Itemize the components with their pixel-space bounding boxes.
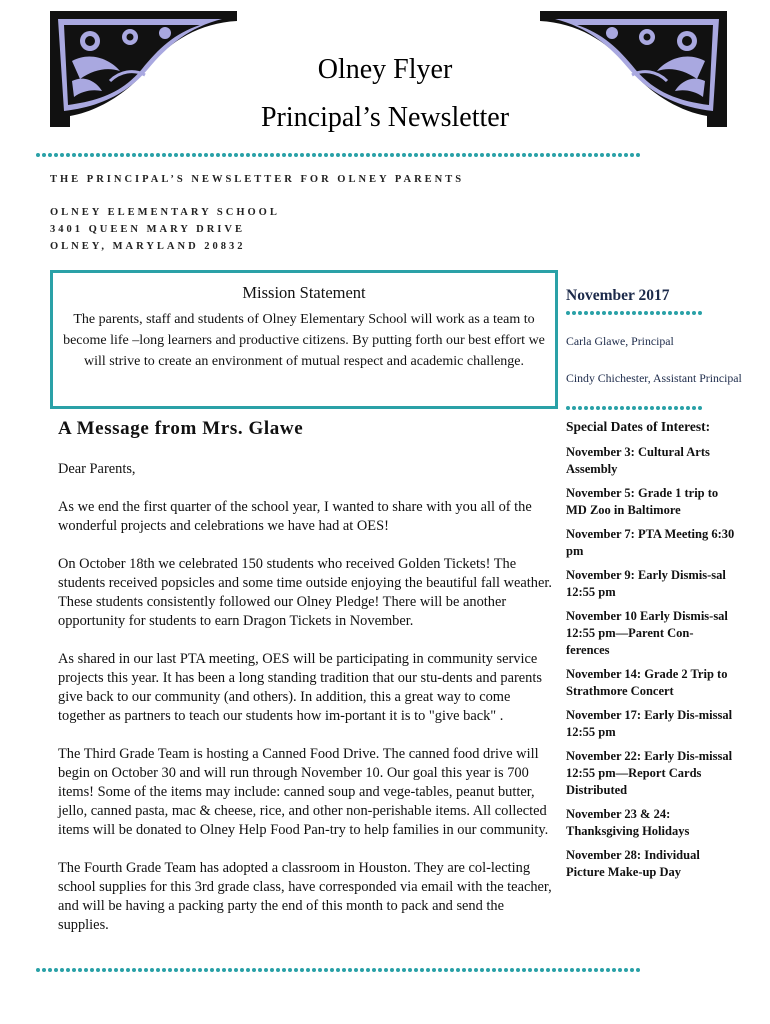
divider-dot xyxy=(618,153,622,157)
divider-dot xyxy=(48,153,52,157)
divider-dot xyxy=(444,153,448,157)
divider-dot xyxy=(270,968,274,972)
divider-dot xyxy=(66,153,70,157)
divider-dot xyxy=(600,968,604,972)
divider-dot xyxy=(54,968,58,972)
divider-dot xyxy=(590,406,594,410)
divider-dot xyxy=(282,153,286,157)
divider-dot xyxy=(632,311,636,315)
divider-dot xyxy=(608,406,612,410)
divider-dot xyxy=(396,968,400,972)
divider-dot xyxy=(630,968,634,972)
divider-dot xyxy=(228,153,232,157)
divider-dot xyxy=(686,406,690,410)
divider-dot xyxy=(602,406,606,410)
divider-dot xyxy=(72,153,76,157)
divider-dot xyxy=(222,968,226,972)
divider-dot xyxy=(618,968,622,972)
divider-dot xyxy=(420,968,424,972)
divider-dot xyxy=(572,311,576,315)
divider-dot xyxy=(462,968,466,972)
divider-dot xyxy=(252,153,256,157)
divider-dot xyxy=(276,153,280,157)
divider-dot xyxy=(504,968,508,972)
divider-dot xyxy=(264,153,268,157)
divider-dot xyxy=(132,968,136,972)
divider-dot xyxy=(138,968,142,972)
divider-dot xyxy=(258,968,262,972)
divider-dot xyxy=(588,968,592,972)
divider-dot xyxy=(114,968,118,972)
divider-dot xyxy=(636,968,640,972)
date-item: November 7: PTA Meeting 6:30 pm xyxy=(566,527,735,558)
divider-dot xyxy=(60,153,64,157)
divider-dot xyxy=(294,153,298,157)
divider-dot xyxy=(480,968,484,972)
divider-dot xyxy=(192,968,196,972)
divider-dot xyxy=(372,153,376,157)
divider-dot xyxy=(414,153,418,157)
divider-dot xyxy=(354,153,358,157)
divider-dot xyxy=(180,968,184,972)
divider-dot xyxy=(578,406,582,410)
divider-dot xyxy=(366,968,370,972)
article-body xyxy=(58,460,558,954)
divider-dot xyxy=(594,153,598,157)
divider-dot xyxy=(566,406,570,410)
divider-dot xyxy=(156,968,160,972)
bottom-dotted-divider xyxy=(36,968,726,974)
divider-dot xyxy=(668,406,672,410)
divider-dot xyxy=(594,968,598,972)
divider-dot xyxy=(234,968,238,972)
divider-dot xyxy=(692,406,696,410)
divider-dot xyxy=(638,406,642,410)
divider-dot xyxy=(96,968,100,972)
principal-name: Carla Glawe, Principal xyxy=(566,334,674,348)
divider-dot xyxy=(348,153,352,157)
divider-dot xyxy=(174,968,178,972)
divider-dot xyxy=(54,153,58,157)
divider-dot xyxy=(438,153,442,157)
divider-dot xyxy=(204,153,208,157)
divider-dot xyxy=(638,311,642,315)
divider-dot xyxy=(426,153,430,157)
divider-dot xyxy=(48,968,52,972)
divider-dot xyxy=(624,153,628,157)
divider-dot xyxy=(276,968,280,972)
divider-dot xyxy=(692,311,696,315)
divider-dot xyxy=(264,968,268,972)
divider-dot xyxy=(240,968,244,972)
divider-dot xyxy=(72,968,76,972)
divider-dot xyxy=(552,968,556,972)
divider-dot xyxy=(686,311,690,315)
divider-dot xyxy=(108,968,112,972)
divider-dot xyxy=(644,406,648,410)
divider-dot xyxy=(492,968,496,972)
divider-dot xyxy=(674,311,678,315)
divider-dot xyxy=(486,968,490,972)
divider-dot xyxy=(606,153,610,157)
divider-dot xyxy=(300,968,304,972)
divider-dot xyxy=(390,968,394,972)
divider-dot xyxy=(650,311,654,315)
address-line-1: 3401 QUEEN MARY DRIVE xyxy=(50,224,245,235)
divider-dot xyxy=(360,968,364,972)
divider-dot xyxy=(570,153,574,157)
divider-dot xyxy=(528,968,532,972)
divider-dot xyxy=(60,968,64,972)
divider-dot xyxy=(546,968,550,972)
mission-text: The parents, staff and students of Olney Elementary School will work as a team to become life –long learners and productive citizens. By putting forth our best effort we will strive to create an environment of mutual respect and academic challenge. xyxy=(63,312,545,369)
divider-dot xyxy=(414,968,418,972)
article-paragraph: The Third Grade Team is hosting a Canned Food Drive. The canned food drive will begin on October 30 and will run through November 10. Our goal this year is 700 items! Some of the items may include: canned soup and vege-tables, peanut butter, jello, canned pasta, mac & cheese, rice, and other non-perishable items. All collected items will be donated to Olney Help Food Pan-try to help families in our community. xyxy=(58,746,549,838)
divider-dot xyxy=(426,968,430,972)
divider-dot xyxy=(552,153,556,157)
sidebar-dotted-divider xyxy=(566,311,728,317)
divider-dot xyxy=(300,153,304,157)
divider-dot xyxy=(192,153,196,157)
divider-dot xyxy=(102,968,106,972)
divider-dot xyxy=(282,968,286,972)
divider-dot xyxy=(698,311,702,315)
divider-dot xyxy=(534,968,538,972)
divider-dot xyxy=(318,968,322,972)
divider-dot xyxy=(216,153,220,157)
newsletter-subtitle: Principal’s Newsletter xyxy=(260,102,510,133)
divider-dot xyxy=(558,153,562,157)
divider-dot xyxy=(84,968,88,972)
divider-dot xyxy=(546,153,550,157)
divider-dot xyxy=(522,153,526,157)
divider-dot xyxy=(210,153,214,157)
divider-dot xyxy=(108,153,112,157)
divider-dot xyxy=(540,153,544,157)
divider-dot xyxy=(84,153,88,157)
divider-dot xyxy=(168,153,172,157)
divider-dot xyxy=(342,968,346,972)
date-item: November 28: Individual Picture Make-up Day xyxy=(566,848,700,879)
divider-dot xyxy=(534,153,538,157)
divider-dot xyxy=(114,153,118,157)
divider-dot xyxy=(510,153,514,157)
divider-dot xyxy=(126,968,130,972)
divider-dot xyxy=(150,153,154,157)
divider-dot xyxy=(312,153,316,157)
divider-dot xyxy=(522,968,526,972)
divider-dot xyxy=(402,968,406,972)
article-paragraph: As shared in our last PTA meeting, OES will be participating in community service projects this year. It has been a long standing tradition that our stu-dents and parents give back to our community (and others). In addition, this a great way to come together as partners to teach our students how im-portant it is to "give back" . xyxy=(58,651,542,724)
divider-dot xyxy=(680,406,684,410)
divider-dot xyxy=(632,406,636,410)
date-item: November 9: Early Dismis-sal 12:55 pm xyxy=(566,568,726,599)
divider-dot xyxy=(234,153,238,157)
divider-dot xyxy=(606,968,610,972)
divider-dot xyxy=(240,153,244,157)
divider-dot xyxy=(336,153,340,157)
divider-dot xyxy=(216,968,220,972)
divider-dot xyxy=(120,968,124,972)
divider-dot xyxy=(636,153,640,157)
divider-dot xyxy=(480,153,484,157)
divider-dot xyxy=(492,153,496,157)
divider-dot xyxy=(186,153,190,157)
divider-dot xyxy=(516,968,520,972)
divider-dot xyxy=(102,153,106,157)
divider-dot xyxy=(150,968,154,972)
divider-dot xyxy=(582,153,586,157)
divider-dot xyxy=(384,968,388,972)
divider-dot xyxy=(198,968,202,972)
divider-dot xyxy=(306,968,310,972)
divider-dot xyxy=(626,311,630,315)
divider-dot xyxy=(462,153,466,157)
divider-dot xyxy=(432,968,436,972)
divider-dot xyxy=(584,406,588,410)
divider-dot xyxy=(468,968,472,972)
divider-dot xyxy=(210,968,214,972)
divider-dot xyxy=(90,153,94,157)
date-item: November 17: Early Dis-missal 12:55 pm xyxy=(566,708,733,739)
divider-dot xyxy=(450,153,454,157)
divider-dot xyxy=(36,968,40,972)
mission-heading: Mission Statement xyxy=(242,283,366,302)
divider-dot xyxy=(588,153,592,157)
date-item: November 22: Early Dis-missal 12:55 pm—Report Cards Distributed xyxy=(566,749,733,797)
divider-dot xyxy=(668,311,672,315)
divider-dot xyxy=(42,153,46,157)
divider-dot xyxy=(138,153,142,157)
school-name: OLNEY ELEMENTARY SCHOOL xyxy=(50,207,280,218)
divider-dot xyxy=(330,968,334,972)
divider-dot xyxy=(270,153,274,157)
divider-dot xyxy=(384,153,388,157)
divider-dot xyxy=(198,153,202,157)
divider-dot xyxy=(174,153,178,157)
divider-dot xyxy=(566,311,570,315)
divider-dot xyxy=(246,968,250,972)
divider-dot xyxy=(354,968,358,972)
divider-dot xyxy=(144,968,148,972)
divider-dot xyxy=(162,153,166,157)
divider-dot xyxy=(612,153,616,157)
divider-dot xyxy=(614,406,618,410)
sidebar-dotted-divider-2 xyxy=(566,406,728,412)
divider-dot xyxy=(650,406,654,410)
divider-dot xyxy=(228,968,232,972)
divider-dot xyxy=(498,968,502,972)
divider-dot xyxy=(582,968,586,972)
divider-dot xyxy=(42,968,46,972)
divider-dot xyxy=(246,153,250,157)
divider-dot xyxy=(486,153,490,157)
divider-dot xyxy=(620,311,624,315)
article-paragraph: On October 18th we celebrated 150 students who received Golden Tickets! The students received popsicles and some time outside enjoying the beautiful fall weather. These students consistently followed our Olney Pledge! There will be another opportunity for students to earn Dragon Tickets in November. xyxy=(58,556,552,629)
divider-dot xyxy=(656,311,660,315)
newsletter-title: Olney Flyer xyxy=(317,54,453,85)
divider-dot xyxy=(564,968,568,972)
divider-dot xyxy=(156,153,160,157)
divider-dot xyxy=(630,153,634,157)
divider-dot xyxy=(78,968,82,972)
divider-dot xyxy=(498,153,502,157)
divider-dot xyxy=(342,153,346,157)
date-item: November 5: Grade 1 trip to MD Zoo in Baltimore xyxy=(566,486,719,517)
divider-dot xyxy=(456,153,460,157)
divider-dot xyxy=(620,406,624,410)
issue-month: November 2017 xyxy=(566,287,670,304)
divider-dot xyxy=(474,968,478,972)
divider-dot xyxy=(576,153,580,157)
divider-dot xyxy=(528,153,532,157)
divider-dot xyxy=(504,153,508,157)
divider-dot xyxy=(612,968,616,972)
date-item: November 3: Cultural Arts Assembly xyxy=(566,445,710,476)
article-paragraph: As we end the first quarter of the school year, I wanted to share with you all of the wonderful projects and celebrations we have had at OES! xyxy=(58,499,532,534)
divider-dot xyxy=(330,153,334,157)
divider-dot xyxy=(474,153,478,157)
divider-dot xyxy=(324,153,328,157)
divider-dot xyxy=(168,968,172,972)
divider-dot xyxy=(674,406,678,410)
divider-dot xyxy=(36,153,40,157)
divider-dot xyxy=(420,153,424,157)
divider-dot xyxy=(590,311,594,315)
divider-dot xyxy=(366,153,370,157)
divider-dot xyxy=(602,311,606,315)
divider-dot xyxy=(468,153,472,157)
divider-dot xyxy=(570,968,574,972)
divider-dot xyxy=(432,153,436,157)
divider-dot xyxy=(624,968,628,972)
divider-dot xyxy=(324,968,328,972)
article-paragraph: The Fourth Grade Team has adopted a classroom in Houston. They are col-lecting school supplies for this 3rd grade class, have corresponded via email with the teacher, and will be having a packing party the end of this month to pack and send the supplies. xyxy=(58,860,552,933)
divider-dot xyxy=(680,311,684,315)
divider-dot xyxy=(510,968,514,972)
divider-dot xyxy=(558,968,562,972)
divider-dot xyxy=(120,153,124,157)
divider-dot xyxy=(90,968,94,972)
divider-dot xyxy=(644,311,648,315)
divider-dot xyxy=(144,153,148,157)
date-item: November 23 & 24: Thanksgiving Holidays xyxy=(566,807,690,838)
assistant-principal-name: Cindy Chichester, Assistant Principal xyxy=(566,371,742,385)
divider-dot xyxy=(408,153,412,157)
divider-dot xyxy=(372,968,376,972)
special-dates-heading: Special Dates of Interest: xyxy=(566,419,711,434)
divider-dot xyxy=(378,153,382,157)
divider-dot xyxy=(456,968,460,972)
mission-statement-box xyxy=(50,270,558,409)
divider-dot xyxy=(596,406,600,410)
divider-dot xyxy=(626,406,630,410)
divider-dot xyxy=(180,153,184,157)
divider-dot xyxy=(656,406,660,410)
divider-dot xyxy=(662,406,666,410)
article-title: A Message from Mrs. Glawe xyxy=(58,418,304,439)
divider-dot xyxy=(186,968,190,972)
divider-dot xyxy=(540,968,544,972)
divider-dot xyxy=(306,153,310,157)
divider-dot xyxy=(336,968,340,972)
greeting: Dear Parents, xyxy=(58,461,136,477)
divider-dot xyxy=(66,968,70,972)
divider-dot xyxy=(132,153,136,157)
divider-dot xyxy=(378,968,382,972)
divider-dot xyxy=(318,153,322,157)
divider-dot xyxy=(360,153,364,157)
divider-dot xyxy=(614,311,618,315)
divider-dot xyxy=(288,968,292,972)
divider-dot xyxy=(294,968,298,972)
divider-dot xyxy=(162,968,166,972)
divider-dot xyxy=(96,153,100,157)
divider-dot xyxy=(258,153,262,157)
divider-dot xyxy=(600,153,604,157)
divider-dot xyxy=(438,968,442,972)
divider-dot xyxy=(576,968,580,972)
divider-dot xyxy=(450,968,454,972)
divider-dot xyxy=(572,406,576,410)
divider-dot xyxy=(698,406,702,410)
divider-dot xyxy=(348,968,352,972)
divider-dot xyxy=(608,311,612,315)
divider-dot xyxy=(584,311,588,315)
divider-dot xyxy=(564,153,568,157)
divider-dot xyxy=(444,968,448,972)
divider-dot xyxy=(516,153,520,157)
divider-dot xyxy=(662,311,666,315)
divider-dot xyxy=(390,153,394,157)
special-dates-list xyxy=(566,444,736,888)
divider-dot xyxy=(402,153,406,157)
date-item: November 10 Early Dismis-sal 12:55 pm—Parent Con-ferences xyxy=(566,609,728,657)
divider-dot xyxy=(578,311,582,315)
dotted-divider xyxy=(36,153,726,159)
divider-dot xyxy=(396,153,400,157)
divider-dot xyxy=(78,153,82,157)
address-line-2: OLNEY, MARYLAND 20832 xyxy=(50,241,246,252)
tagline: THE PRINCIPAL’S NEWSLETTER FOR OLNEY PARENTS xyxy=(50,174,465,185)
divider-dot xyxy=(252,968,256,972)
divider-dot xyxy=(596,311,600,315)
divider-dot xyxy=(312,968,316,972)
divider-dot xyxy=(222,153,226,157)
divider-dot xyxy=(408,968,412,972)
divider-dot xyxy=(204,968,208,972)
date-item: November 14: Grade 2 Trip to Strathmore Concert xyxy=(566,667,728,698)
divider-dot xyxy=(288,153,292,157)
divider-dot xyxy=(126,153,130,157)
